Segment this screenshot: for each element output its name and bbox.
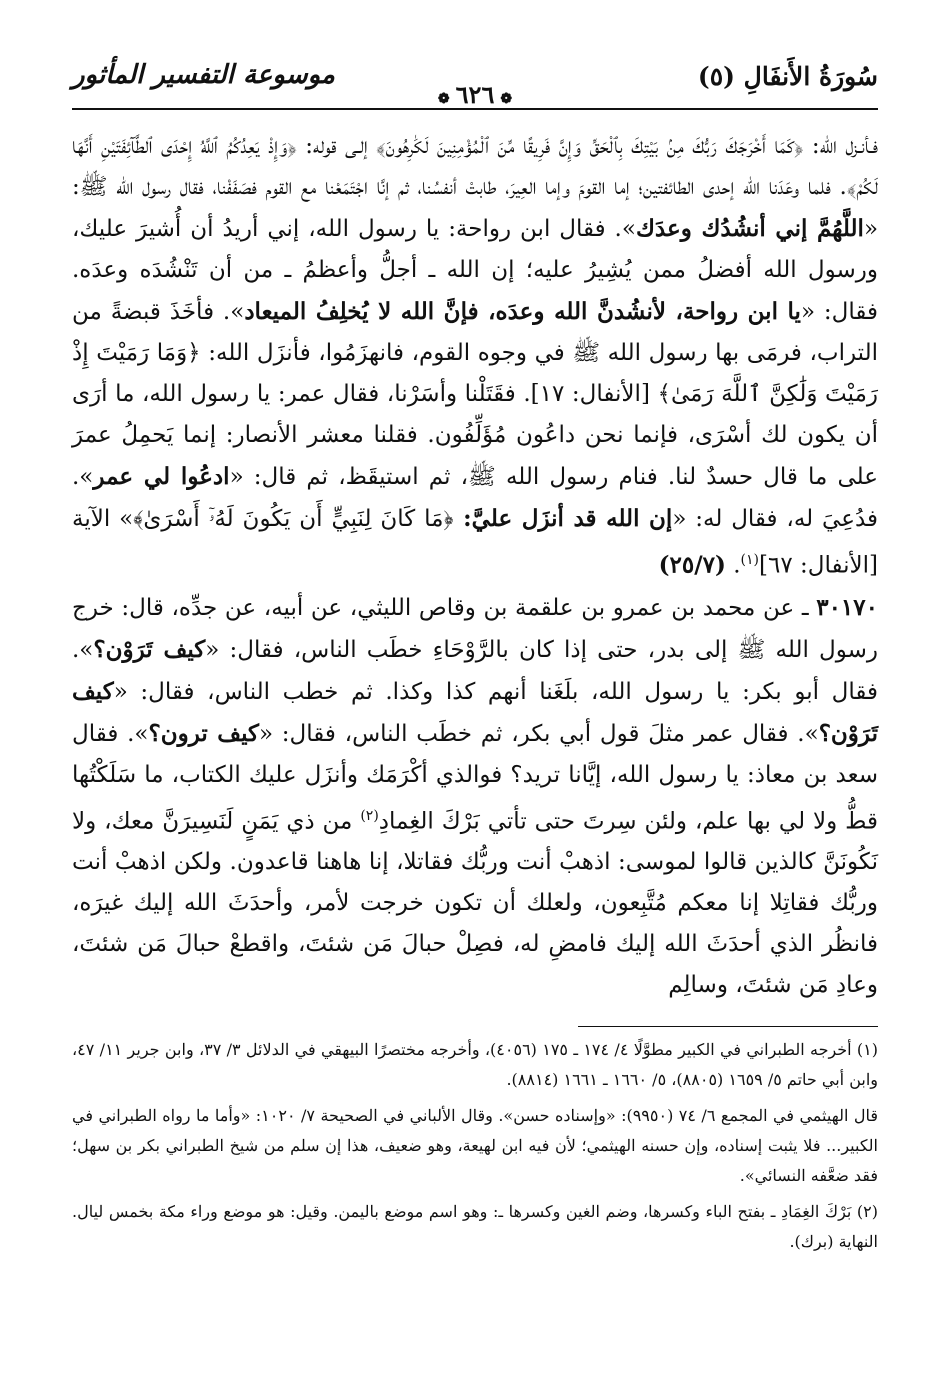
text-run: » الآية [الأنفال: ٦٧] [72,506,878,579]
main-text [72,126,878,1006]
text-run: إلـى قوله: [296,133,377,159]
surah-title: سُورَةُ الأَنفَالِ (٥) [697,62,878,91]
reference-marker: (٢٥/٧) [658,551,726,579]
page-number [432,80,518,109]
footnote-ref[interactable]: (٢) [360,807,379,824]
text-run: ». فدُعِيَ له، فقال له: « [72,464,879,532]
text-run: ». فقال أبو بكر: يا رسول الله، بلَغَنا أنهم كذا وكذا. ثم خطب الناس، فقال: « [72,636,878,705]
hadith-quote: كيف ترون؟ [148,719,259,747]
text-run: من ذي يَمَنٍ لَنَسِيرَنَّ معك، ولا نَكُونَنَّ كالذين قالوا لموسى: اذهبْ أنت وربُّك فقاتلا، إنا هاهنا قاعدون. ولكن اذهبْ أنت وربُّك فقاتِلا إنا معكم مُتَّبِعون، ولعلك أن تكون خرجت لأمر، وأحدَثَ الله إليك غيرَه، فانظُر الذي أحدَثَ الله إليك فامضِ له، فصِلْ حبالَ مَن شئتَ، واقطعْ حبالَ مَن شئتَ، وعادِ مَن شئتَ، وسالِم [72,808,878,999]
ornament-icon: ❁ [500,91,513,107]
text-run: فـأنـزل الله: [803,133,878,159]
hadith-quote: كيف تَرَوْن؟ [72,677,878,747]
book-title: موسوعة التفسير المأثور [72,60,335,90]
quran-verse: ﴿كَمَا أَخْرَجَكَ رَبُّكَ مِنۢ بَيْتِكَ بِٱلْحَقِّ وَإِنَّ فَرِيقًا مِّنَ ٱلْمُؤْمِنِينَ لَكَٰرِهُونَ﴾ [376,133,804,159]
ornament-icon: ❁ [437,91,450,107]
text-run: [الأنفال: ١٧]. فقَتَلْنا وأسَرْنا، فقال عمر: يا رسول الله، ما أرَى أن يكون لك أسْرَى، فإنما نحن داعُون مُؤَلِّفُون. فقلنا معشر الأنصار: إنما يَحمِلُ عمرَ على ما قال حسدٌ لنا. فنام رسول الله ﷺ، ثم استيقَظ، ثم قال: « [72,381,878,490]
hadith-quote: يا ابن رواحة، لأنشُدنَّ الله وعدَه، فإنَّ الله لا يُخلِفُ الميعاد [244,298,801,325]
hadith-quote: اللَّهُمَّ إني أنشُدُك وعدَك [635,215,864,242]
quran-verse: ﴿وَإِذْ يَعِدُكُمُ ٱللَّهُ إِحْدَى ٱلطَّآئِفَتَيْنِ أَنَّهَا لَكُمْ﴾ [72,133,878,200]
hadith-quote: كيف تَرَوْن؟ [93,635,206,663]
text-run: ». فقال سعد بن معاذ: يا رسول الله، إيَّانا تريد؟ فوالذي أكْرَمَك وأنزَل عليك الكتاب، ما سَلَكْتُها قطُّ ولا لي بها علم، ولئن سِرتَ حتى تأتي بَرْكَ الغِمادِ [72,720,878,835]
paragraph [72,587,878,1007]
text-run: ». فقال عمر مثلَ قول أبي بكر، ثم خطَب الناس، فقال: « [258,720,819,747]
paragraph [72,126,878,587]
document-page [72,58,878,1348]
footnotes [72,1035,878,1257]
quran-verse: ﴿مَا كَانَ لِنَبِيٍّ أَن يَكُونَ لَهُۥٓ أَسْرَىٰ﴾ [133,506,454,532]
footnote: قال الهيثمي في المجمع ٦/ ٧٤ (٩٩٥٠): «وإسناده حسن». وقال الألباني في الصحيحة ٧/ ١٠٢٠: «وأما ما رواه الطبراني في الكبير... فلا يثبت إسناده، وإن حسنه الهيثمي؛ لأن فيه ابن لهيعة، وهو ضعيف، هذا إن سلم من شيخ الطبراني بكر بن سهل؛ فقد ضعَّفه النسائي». [72,1106,878,1186]
text-run: . فلما وعَدَنا الله إحدى الطائفتين؛ إما القومَ وإما العِيرَ، طابتْ أنفسُنا، ثم إنَّا اجْتَمَعْنا مع القوم فصَفَفْنا، فقال رسول الله ﷺ: « [72,174,879,242]
text-run: ». فأخَذَ قبضةً من التراب، فرمَى بها رسول الله ﷺ في وجوه القوم، فانهزَمُوا، فأنزَل الله: [72,299,878,366]
text-run: ـ عن محمد بن عمرو بن علقمة بن وقاص الليثي، عن أبيه، عن جدِّه، قال: خرج رسول الله ﷺ إلى بدر، حتى إذا كان بالرَّوْحَاءِ خطَب الناس، فقال: « [72,594,878,663]
hadith-quote: ادعُوا لي عمر [93,463,230,490]
footnote-divider [578,1026,878,1027]
footnote: (١) أخرجه الطبراني في الكبير مطوَّلًا ٤/ ١٧٤ ـ ١٧٥ (٤٠٥٦)، وأخرجه مختصرًا البيهقي في الدلائل ٣/ ٣٧، وابن جرير ١١/ ٤٧، وابن أبي حاتم ٥/ ١٦٥٩ (٨٨٠٥)، ٥/ ١٦٦٠ ـ ١٦٦١ (٨٨١٤). [72,1040,879,1090]
hadith-number: ٣٠١٧٠ [816,593,878,621]
footnote-ref[interactable]: (١) [740,552,759,568]
quran-verse: ﴿وَمَا رَمَيْتَ إِذْ رَمَيْتَ وَلَٰكِنَّ ٱللَّهَ رَمَىٰ﴾ [72,340,878,407]
text-run: . [725,552,741,579]
page-header [72,58,878,110]
page-number-value: ٦٢٦ [455,80,495,109]
footnote: (٢) بَرْكَ الغِمَادِ ـ بفتح الباء وكسرها، وضم الغين وكسرها ـ: وهو اسم موضع باليمن. وقيل: هو موضع وراء مكة بخمس ليال. النهاية (برك). [72,1202,878,1252]
hadith-quote: إن الله قد أنزَل عليَّ: [453,505,673,532]
text-run: ». فقال ابن رواحة: يا رسول الله، إني أريدُ أن أُشيرَ عليك، ورسول الله أفضلُ ممن يُشِيرُ عليه؛ إن الله ـ أجلُّ وأعظمُ ـ من أن تَنْشُدَه وعدَه. فقال: « [72,216,878,325]
